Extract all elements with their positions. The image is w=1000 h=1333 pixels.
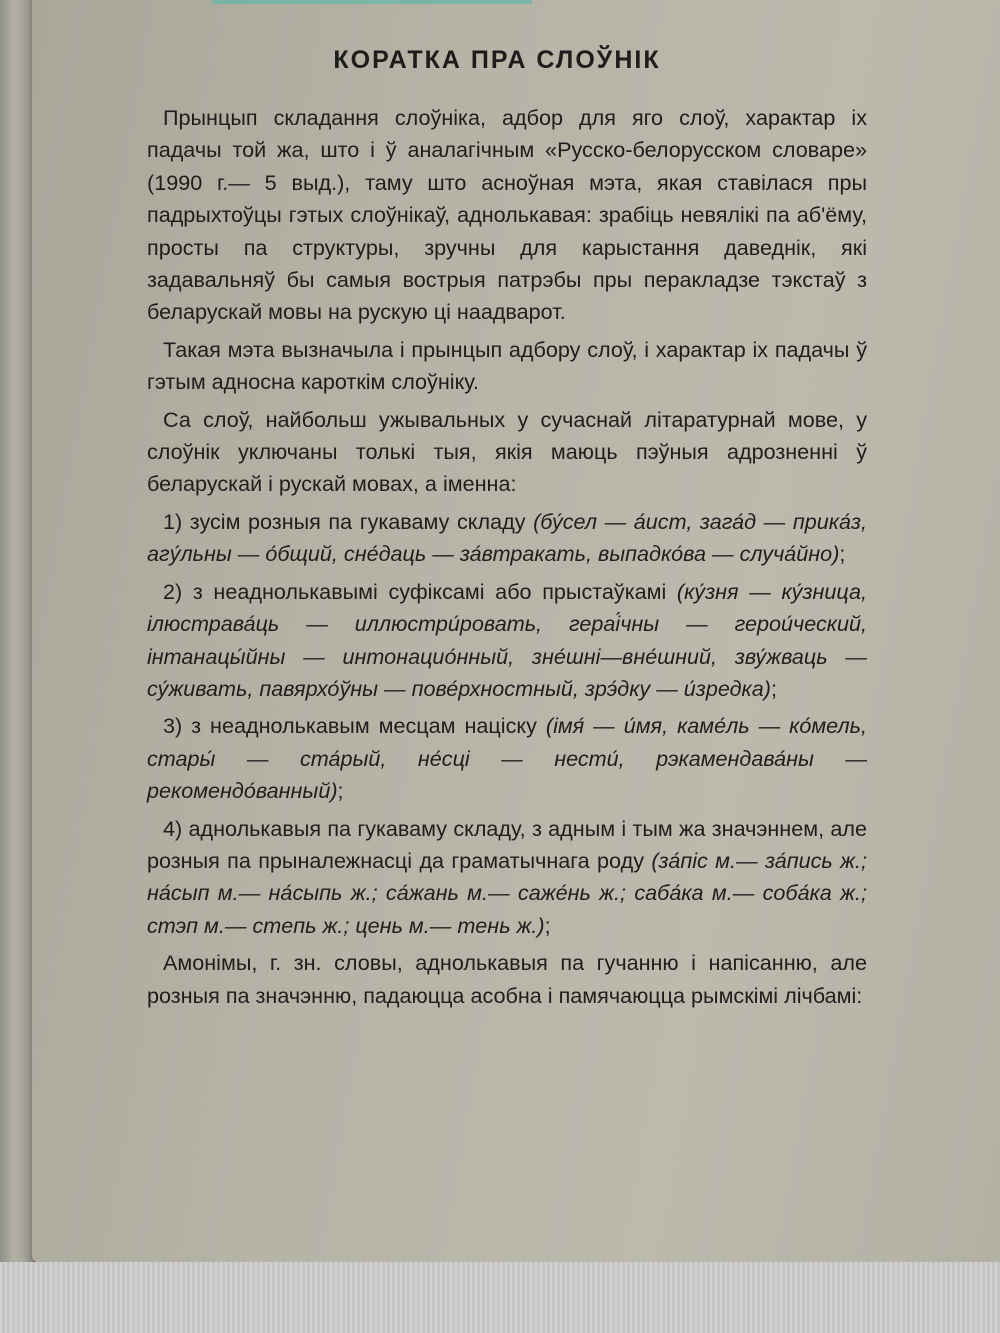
list-item — [147, 576, 867, 706]
list-item-tail: ; — [337, 778, 344, 804]
list-item-examples: (ку́зня — ку́зница, ілюстрава́ць — иллюстри́ровать, гераі́чны — герои́ческий, інтанацы́йны — интонацио́нный, зне́шні—вне́шний, зву́жваць — су́живать, павярхо́ўны — пове́рхностный, зрэ́дку — и́зредка) — [147, 578, 867, 701]
list-item-tail: ; — [770, 675, 777, 701]
paragraph-selection: Са слоў, найбольш ужывальных у сучаснай літаратурнай мове, у слоўнік уключаны толькі тыя, якія маюць пэўныя адрозненні ў беларускай і рускай мовах, а іменна: — [147, 406, 867, 497]
list-item-lead: 1) зусім розныя па гукаваму складу — [163, 508, 534, 534]
list-item-examples: (за́піс м.— за́пись ж.; на́сып м.— на́сыпь ж.; са́жань м.— саже́нь ж.; саба́ка м.— соба́ка ж.; стэп м.— степь ж.; цень м.— тень ж.) — [147, 847, 867, 938]
list-item-lead: 4) аднолькавыя па гукаваму складу, з адным і тым жа значэннем, але розныя па прыналежнасці да граматычнага роду — [147, 815, 867, 873]
list-item-examples: (бу́сел — а́ист, зага́д — прика́з, агу́льны — о́бщий, сне́даць — за́втракать, выпадко́ва — случа́йно) — [147, 508, 867, 567]
paragraph-purpose: Такая мэта вызначыла і прынцып адбору слоў, і характар іх падачы ў гэтым адносна кароткім слоўніку. — [147, 336, 867, 395]
page-top-band — [212, 0, 532, 4]
list-item-examples: (імя́ — и́мя, каме́ль — ко́мель, стары́ — ста́рый, не́сці — нести́, рэкамендава́ны — рекомендо́ванный) — [147, 713, 868, 804]
page-body — [147, 102, 867, 1017]
list-item-lead: 3) з неаднолькавым месцам націску — [163, 713, 546, 739]
paragraph-intro: Прынцып складання слоўніка, адбор для яго слоў, характар іх падачы той жа, што і ў аналагічным «Русско-белорусском словаре» (1990 г.— 5 выд.), таму што асноўная мэта, якая ставілася пры падрыхтоўцы гэтых слоўнікаў, аднолькавая: зрабіць невялікі па аб'ёму, просты па структуры, зручны для карыстання даведнік, які задавальняў бы самыя вострыя патрэбы пры перакладзе тэкстаў з беларускай мовы на рускую ці наадварот. — [147, 105, 867, 325]
previous-page-edge — [0, 0, 36, 1290]
tablecloth-bottom — [0, 1262, 1000, 1333]
list-item — [147, 813, 867, 943]
list-item-tail: ; — [544, 912, 551, 938]
list-item — [147, 506, 867, 571]
paragraph-homonyms: Амонімы, г. зн. словы, аднолькавыя па гучанню і напісанню, але розныя па значэнню, падаюцца асобна і памячаюцца рымскімі лічбамі: — [147, 950, 867, 1008]
book-page — [32, 0, 1000, 1262]
page-title: КОРАТКА ПРА СЛОЎНІК — [333, 46, 661, 74]
list-item-lead: 2) з неаднолькавымі суфіксамі або прыстаўкамі — [163, 578, 677, 604]
list-item-tail: ; — [839, 541, 846, 567]
list-item — [147, 710, 867, 807]
